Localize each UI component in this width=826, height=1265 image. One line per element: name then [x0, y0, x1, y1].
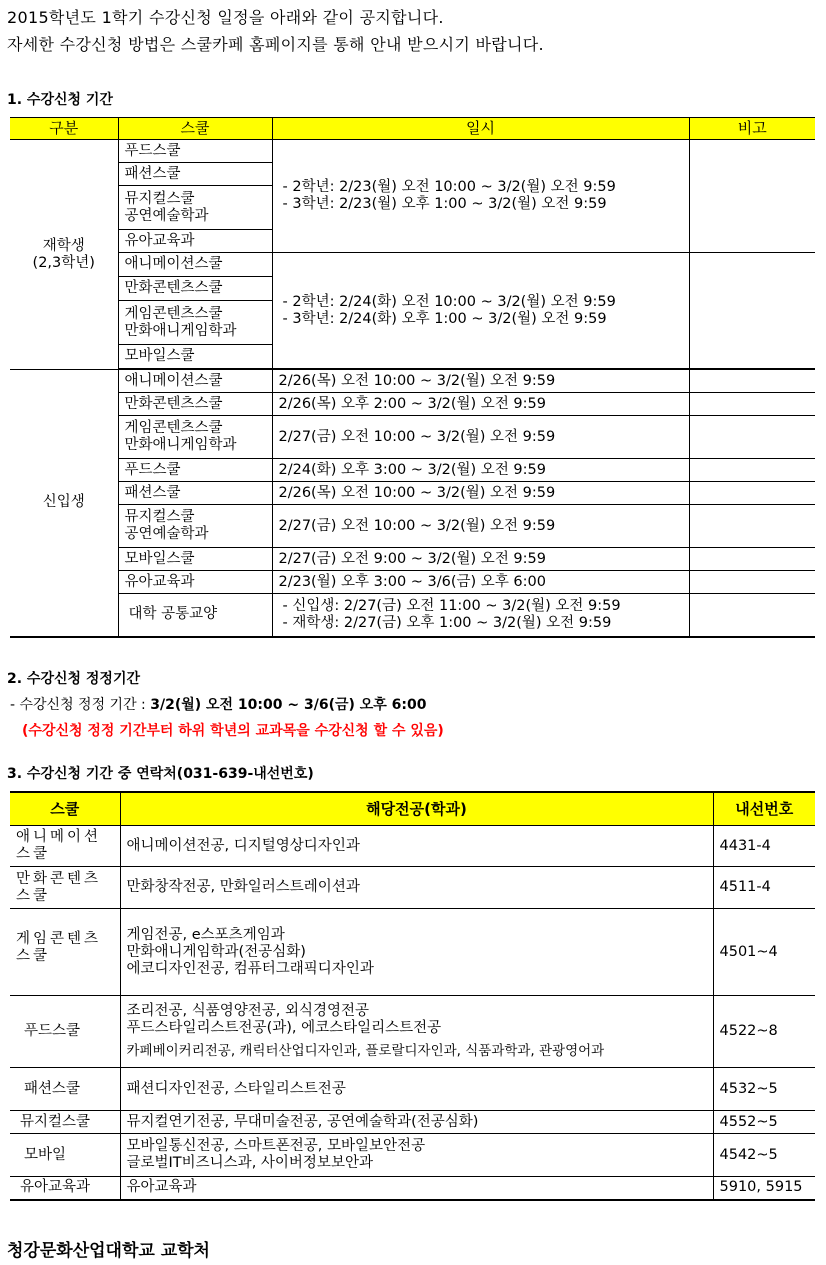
table-row: [10, 571, 815, 594]
table-row: [10, 1111, 815, 1134]
table-row: [10, 1134, 815, 1177]
remarks-cell: [689, 140, 815, 253]
school-name: 만화애니게임학과: [124, 437, 237, 453]
table-row: [10, 393, 815, 416]
majors-cell: 패션디자인전공, 스타일리스트전공: [120, 1068, 713, 1111]
table-row: [10, 459, 815, 482]
section-3-title: 3. 수강신청 기간 중 연락처(031-639-내선번호): [7, 766, 314, 782]
remarks-cell: [689, 253, 815, 369]
school-name: 게임콘텐츠스쿨: [124, 305, 223, 322]
extension-cell: 5910, 5915: [713, 1177, 815, 1200]
school-cell: 패션스쿨: [118, 163, 272, 186]
section-1-title: 1. 수강신청 기간: [7, 92, 113, 108]
schedule-table: [10, 117, 815, 638]
header-datetime: 일시: [272, 118, 689, 140]
section-2-title: 2. 수강신청 정정기간: [7, 671, 140, 687]
school-cell: 만화콘텐츠스쿨: [10, 867, 120, 909]
school-cell: [118, 505, 272, 548]
header-majors: 해당전공(학과): [120, 792, 713, 826]
table-row: [10, 548, 815, 571]
table-row: [10, 140, 815, 163]
school-cell: 모바일스쿨: [118, 548, 272, 571]
school-name: 공연예술학과: [124, 207, 209, 224]
extension-cell: 4431-4: [713, 826, 815, 867]
school-cell: 뮤지컬스쿨: [10, 1111, 120, 1134]
date-cell: 2/24(화) 오후 3:00 ~ 3/2(월) 오전 9:59: [272, 459, 689, 482]
school-cell: 만화콘텐츠스쿨: [118, 277, 272, 301]
table-row: [10, 909, 815, 996]
extension-cell: 4522~8: [713, 996, 815, 1068]
intro-line-1: 2015학년도 1학기 수강신청 일정을 아래와 같이 공지합니다.: [7, 8, 444, 27]
remarks-cell: [689, 548, 815, 571]
correction-period-value: 3/2(월) 오전 10:00 ~ 3/6(금) 오후 6:00: [150, 697, 427, 713]
remarks-cell: [689, 459, 815, 482]
remarks-cell: [689, 571, 815, 594]
remarks-cell: [689, 594, 815, 637]
school-cell: 푸드스쿨: [10, 996, 120, 1068]
table-row: [10, 594, 815, 637]
date-cell: 2/26(목) 오전 10:00 ~ 3/2(월) 오전 9:59: [272, 482, 689, 505]
table-row: [10, 416, 815, 459]
remarks-cell: [689, 393, 815, 416]
school-cell: 푸드스쿨: [118, 140, 272, 163]
major-line: 만화애니게임학과(전공심화): [126, 943, 306, 960]
major-line: 글로벌IT비즈니스과, 사이버정보보안과: [126, 1155, 373, 1171]
school-cell: 애니메이션스쿨: [118, 253, 272, 277]
header-school: 스쿨: [10, 792, 120, 826]
table-row: [10, 1068, 815, 1111]
majors-cell: 뮤지컬연기전공, 무대미술전공, 공연예술학과(전공심화): [120, 1111, 713, 1134]
intro-line-2: 자세한 수강신청 방법은 스쿨카페 홈페이지를 통해 안내 받으시기 바랍니다.: [7, 35, 544, 54]
school-name: 게임콘텐츠스쿨: [124, 420, 223, 436]
school-name: 만화애니게임학과: [124, 322, 237, 339]
remarks-cell: [689, 370, 815, 393]
date-line: - 재학생: 2/27(금) 오후 1:00 ~ 3/2(월) 오전 9:59: [282, 614, 612, 631]
contact-header-row: [10, 792, 815, 826]
date-line: - 2학년: 2/23(월) 오전 10:00 ~ 3/2(월) 오전 9:59: [282, 179, 616, 195]
school-cell: 대학 공통교양: [118, 594, 272, 637]
school-name: 뮤지컬스쿨: [124, 509, 195, 525]
extension-cell: 4542~5: [713, 1134, 815, 1177]
date-cell: 2/27(금) 오전 10:00 ~ 3/2(월) 오전 9:59: [272, 505, 689, 548]
majors-cell: 유아교육과: [120, 1177, 713, 1200]
returning-label: 재학생: [42, 237, 85, 254]
school-cell: 푸드스쿨: [118, 459, 272, 482]
school-name: 공연예술학과: [124, 526, 209, 542]
school-cell: 모바일스쿨: [118, 345, 272, 369]
header-category: 구분: [10, 118, 118, 140]
major-line: 모바일통신전공, 스마트폰전공, 모바일보안전공: [126, 1138, 426, 1154]
table-row: [10, 253, 815, 277]
freshman-cell: 신입생: [10, 370, 118, 637]
major-line: 에코디자인전공, 컴퓨터그래픽디자인과: [126, 960, 374, 977]
school-cell: 모바일: [10, 1134, 120, 1177]
remarks-cell: [689, 416, 815, 459]
school-cell: 유아교육과: [118, 571, 272, 594]
date-cell: 2/26(목) 오후 2:00 ~ 3/2(월) 오전 9:59: [272, 393, 689, 416]
date-cell: [272, 140, 689, 253]
table-row: [10, 370, 815, 393]
school-cell: [118, 416, 272, 459]
school-cell: 게임콘텐츠스쿨: [10, 909, 120, 996]
schedule-header-row: [10, 118, 815, 140]
date-cell: [272, 253, 689, 369]
extension-cell: 4552~5: [713, 1111, 815, 1134]
date-line: - 2학년: 2/24(화) 오전 10:00 ~ 3/2(월) 오전 9:59: [282, 293, 616, 310]
table-row: [10, 505, 815, 548]
school-cell: 유아교육과: [118, 230, 272, 253]
date-line: - 3학년: 2/24(화) 오후 1:00 ~ 3/2(월) 오전 9:59: [282, 310, 607, 327]
date-cell: 2/23(월) 오후 3:00 ~ 3/6(금) 오후 6:00: [272, 571, 689, 594]
school-cell: 패션스쿨: [10, 1068, 120, 1111]
footer-office: 청강문화산업대학교 교학처: [7, 1241, 210, 1261]
returning-sublabel: (2,3학년): [32, 254, 95, 271]
table-row: [10, 1177, 815, 1200]
extension-cell: 4532~5: [713, 1068, 815, 1111]
school-cell: 유아교육과: [10, 1177, 120, 1200]
header-school: 스쿨: [118, 118, 272, 140]
majors-cell: [120, 1134, 713, 1177]
date-cell: 2/27(금) 오전 10:00 ~ 3/2(월) 오전 9:59: [272, 416, 689, 459]
major-line: 조리전공, 식품영양전공, 외식경영전공: [126, 1003, 370, 1019]
intro-text: [7, 4, 544, 58]
majors-cell: 만화창작전공, 만화일러스트레이션과: [120, 867, 713, 909]
correction-notice: (수강신청 정정 기간부터 하위 학년의 교과목을 수강신청 할 수 있음): [22, 723, 444, 739]
date-cell: 2/27(금) 오전 9:00 ~ 3/2(월) 오전 9:59: [272, 548, 689, 571]
correction-period: [10, 694, 427, 714]
correction-period-label: - 수강신청 정정 기간 :: [10, 697, 151, 713]
date-cell: [272, 594, 689, 637]
returning-students-cell: [10, 140, 118, 370]
extension-cell: 4511-4: [713, 867, 815, 909]
remarks-cell: [689, 482, 815, 505]
table-row: [10, 867, 815, 909]
extension-cell: 4501~4: [713, 909, 815, 996]
school-cell: [118, 301, 272, 345]
date-cell: 2/26(목) 오전 10:00 ~ 3/2(월) 오전 9:59: [272, 370, 689, 393]
header-extension: 내선번호: [713, 792, 815, 826]
school-cell: 만화콘텐츠스쿨: [118, 393, 272, 416]
table-row: [10, 482, 815, 505]
table-row: [10, 826, 815, 867]
school-cell: [118, 186, 272, 230]
major-line: 게임전공, e스포츠게임과: [126, 926, 285, 943]
header-remarks: 비고: [689, 118, 815, 140]
school-cell: 애니메이션스쿨: [118, 370, 272, 393]
majors-cell: [120, 909, 713, 996]
table-row: [10, 996, 815, 1068]
majors-cell: 애니메이션전공, 디지털영상디자인과: [120, 826, 713, 867]
majors-cell: [120, 996, 713, 1068]
major-line: 카페베이커리전공, 캐릭터산업디자인과, 플로랄디자인과, 식품과학과, 관광영어과: [126, 1043, 605, 1059]
contact-table: [10, 791, 815, 1201]
school-name: 뮤지컬스쿨: [124, 190, 195, 207]
remarks-cell: [689, 505, 815, 548]
school-cell: 패션스쿨: [118, 482, 272, 505]
major-line: 푸드스타일리스트전공(과), 에코스타일리스트전공: [126, 1020, 442, 1036]
date-line: - 3학년: 2/23(월) 오후 1:00 ~ 3/2(월) 오전 9:59: [282, 196, 607, 212]
date-line: - 신입생: 2/27(금) 오전 11:00 ~ 3/2(월) 오전 9:59: [282, 597, 621, 614]
school-cell: 애니메이션스쿨: [10, 826, 120, 867]
